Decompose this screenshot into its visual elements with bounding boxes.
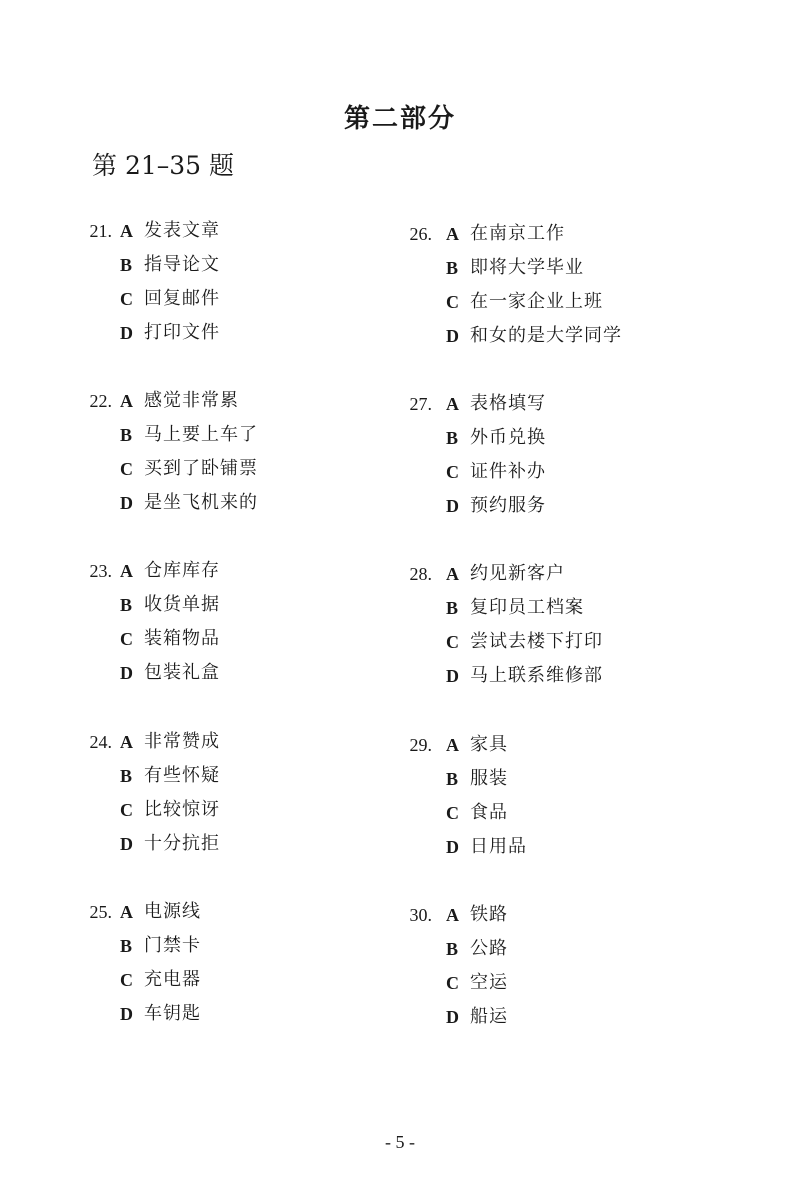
option-letter: C — [446, 973, 459, 993]
option-letter: A — [120, 561, 133, 581]
option-letter: D — [446, 1007, 459, 1027]
option-text: 感觉非常累 — [144, 390, 239, 411]
option-text: 十分抗拒 — [144, 833, 220, 854]
question-number: 26. — [409, 224, 432, 244]
option-text: 铁路 — [470, 904, 508, 925]
option-letter: C — [120, 970, 133, 990]
option-letter: B — [120, 936, 133, 956]
option-text: 回复邮件 — [144, 288, 220, 309]
option-text: 家具 — [470, 734, 508, 755]
option-letter: C — [120, 459, 133, 479]
option-text: 马上要上车了 — [144, 424, 258, 445]
option-letter: B — [120, 766, 133, 786]
option-text: 约见新客户 — [470, 563, 565, 584]
option-text: 非常赞成 — [144, 731, 220, 752]
question-number: 29. — [409, 735, 432, 755]
option-text: 空运 — [470, 972, 508, 993]
question-number: 25. — [89, 902, 112, 922]
page-number: - 5 - — [385, 1132, 415, 1152]
option-text: 尝试去楼下打印 — [470, 631, 603, 652]
question-number: 23. — [89, 561, 112, 581]
option-letter: A — [446, 905, 459, 925]
question-number: 27. — [409, 394, 432, 414]
option-letter: B — [446, 939, 459, 959]
option-text: 有些怀疑 — [144, 765, 220, 786]
option-letter: C — [120, 800, 133, 820]
option-text: 电源线 — [144, 901, 201, 922]
option-letter: C — [446, 292, 459, 312]
option-letter: B — [446, 598, 459, 618]
option-text: 比较惊讶 — [144, 799, 220, 820]
option-letter: D — [120, 1004, 133, 1024]
option-text: 装箱物品 — [144, 628, 220, 649]
option-letter: C — [120, 629, 133, 649]
option-text: 复印员工档案 — [470, 597, 584, 618]
option-letter: B — [120, 595, 133, 615]
option-letter: A — [446, 394, 459, 414]
option-text: 即将大学毕业 — [470, 257, 584, 278]
option-text: 仓库库存 — [144, 560, 220, 581]
option-text: 日用品 — [470, 836, 527, 857]
option-letter: A — [446, 224, 459, 244]
option-text: 买到了卧铺票 — [144, 458, 258, 479]
option-letter: C — [446, 462, 459, 482]
option-letter: B — [446, 258, 459, 278]
option-letter: D — [120, 663, 133, 683]
option-text: 门禁卡 — [144, 935, 201, 956]
question-number: 22. — [89, 391, 112, 411]
option-text: 和女的是大学同学 — [470, 325, 622, 346]
option-letter: D — [446, 666, 459, 686]
option-text: 是坐飞机来的 — [144, 492, 258, 513]
option-text: 发表文章 — [144, 220, 220, 241]
option-text: 服装 — [470, 768, 508, 789]
option-letter: D — [446, 496, 459, 516]
option-letter: A — [446, 735, 459, 755]
option-letter: B — [446, 769, 459, 789]
option-letter: C — [446, 632, 459, 652]
option-letter: D — [120, 323, 133, 343]
question-number: 24. — [89, 732, 112, 752]
option-letter: A — [120, 732, 133, 752]
option-text: 打印文件 — [144, 322, 220, 343]
option-text: 公路 — [470, 938, 508, 959]
option-letter: C — [446, 803, 459, 823]
option-text: 马上联系维修部 — [470, 665, 603, 686]
option-text: 收货单据 — [144, 594, 220, 615]
option-text: 指导论文 — [144, 254, 220, 275]
option-letter: D — [120, 834, 133, 854]
option-text: 包装礼盒 — [144, 662, 220, 683]
question-number: 30. — [409, 905, 432, 925]
question-range-heading: 第 21–35 题 — [92, 151, 235, 180]
option-text: 充电器 — [144, 969, 201, 990]
option-text: 在南京工作 — [470, 223, 565, 244]
option-text: 食品 — [470, 802, 508, 823]
option-letter: A — [120, 221, 133, 241]
option-text: 船运 — [470, 1006, 508, 1027]
option-text: 在一家企业上班 — [470, 291, 603, 312]
option-letter: A — [120, 391, 133, 411]
option-letter: B — [120, 425, 133, 445]
option-letter: A — [446, 564, 459, 584]
option-letter: D — [446, 837, 459, 857]
option-letter: B — [446, 428, 459, 448]
question-number: 28. — [409, 564, 432, 584]
option-letter: B — [120, 255, 133, 275]
section-title: 第二部分 — [343, 104, 456, 134]
option-text: 外币兑换 — [470, 427, 546, 448]
option-text: 证件补办 — [470, 461, 546, 482]
option-letter: A — [120, 902, 133, 922]
option-letter: D — [120, 493, 133, 513]
option-letter: C — [120, 289, 133, 309]
question-number: 21. — [89, 221, 112, 241]
option-text: 预约服务 — [470, 495, 546, 516]
option-text: 车钥匙 — [144, 1003, 201, 1024]
option-letter: D — [446, 326, 459, 346]
option-text: 表格填写 — [470, 393, 546, 414]
